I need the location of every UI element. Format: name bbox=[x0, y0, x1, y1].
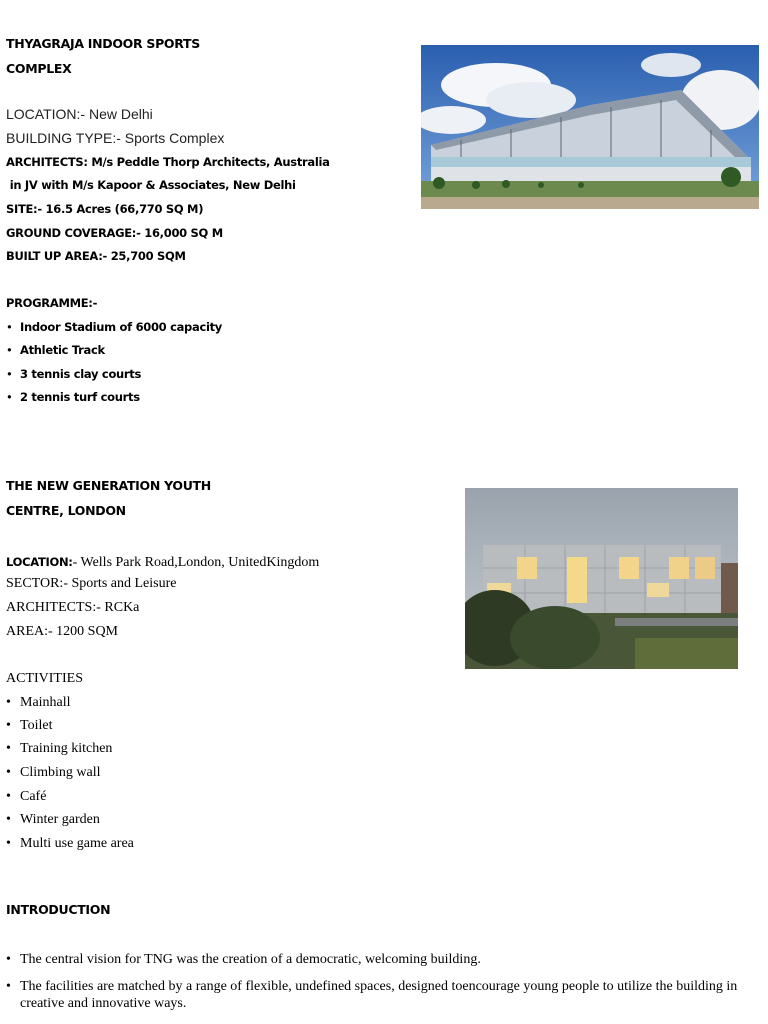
section1-architects-line1: ARCHITECTS: M/s Peddle Thorp Architects, Australia bbox=[6, 155, 330, 169]
location-value: - Wells Park Road,London, UnitedKingdom bbox=[72, 555, 320, 570]
introduction-item: • The facilities are matched by a range of flexible, undefined spaces, designed toencourage young people to utilize the building in creative and innovative ways. bbox=[20, 978, 756, 1012]
programme-item: • 3 tennis clay courts bbox=[20, 367, 141, 381]
youth-centre-photo bbox=[465, 488, 738, 669]
section1-built-up-area: BUILT UP AREA:- 25,700 SQM bbox=[6, 249, 186, 263]
activity-item: • Café bbox=[20, 789, 46, 805]
activity-item: • Climbing wall bbox=[20, 765, 101, 781]
stadium-photo bbox=[421, 45, 759, 209]
section1-location: LOCATION:- New Delhi bbox=[6, 106, 153, 122]
section1-title-line1: THYAGRAJA INDOOR SPORTS bbox=[6, 36, 200, 51]
section1-architects-line2: in JV with M/s Kapoor & Associates, New Delhi bbox=[6, 178, 296, 192]
programme-item: • 2 tennis turf courts bbox=[20, 390, 140, 404]
section2-architects: ARCHITECTS:- RCKa bbox=[6, 600, 140, 615]
programme-heading: PROGRAMME:- bbox=[6, 296, 98, 310]
section1-ground-coverage: GROUND COVERAGE:- 16,000 SQ M bbox=[6, 226, 223, 240]
section1-title-line2: COMPLEX bbox=[6, 61, 72, 76]
activities-heading: ACTIVITIES bbox=[6, 671, 83, 686]
programme-item: • Athletic Track bbox=[20, 343, 105, 357]
activity-item: • Training kitchen bbox=[20, 741, 112, 757]
section2-title-line2: CENTRE, LONDON bbox=[6, 503, 126, 518]
section1-building-type: BUILDING TYPE:- Sports Complex bbox=[6, 130, 225, 146]
section1-site: SITE:- 16.5 Acres (66,770 SQ M) bbox=[6, 202, 204, 216]
activity-item: • Winter garden bbox=[20, 812, 100, 828]
section2-title-line1: THE NEW GENERATION YOUTH bbox=[6, 478, 211, 493]
introduction-item: • The central vision for TNG was the creation of a democratic, welcoming building. bbox=[20, 952, 481, 968]
section2-location bbox=[6, 553, 319, 571]
activity-item: • Mainhall bbox=[20, 695, 71, 711]
section2-sector: SECTOR:- Sports and Leisure bbox=[6, 576, 177, 591]
programme-item: • Indoor Stadium of 6000 capacity bbox=[20, 320, 222, 334]
section2-area: AREA:- 1200 SQM bbox=[6, 624, 119, 639]
activity-item: • Multi use game area bbox=[20, 836, 134, 852]
introduction-heading: INTRODUCTION bbox=[6, 902, 111, 917]
location-label: LOCATION: bbox=[6, 555, 73, 569]
activity-item: • Toilet bbox=[20, 718, 52, 734]
